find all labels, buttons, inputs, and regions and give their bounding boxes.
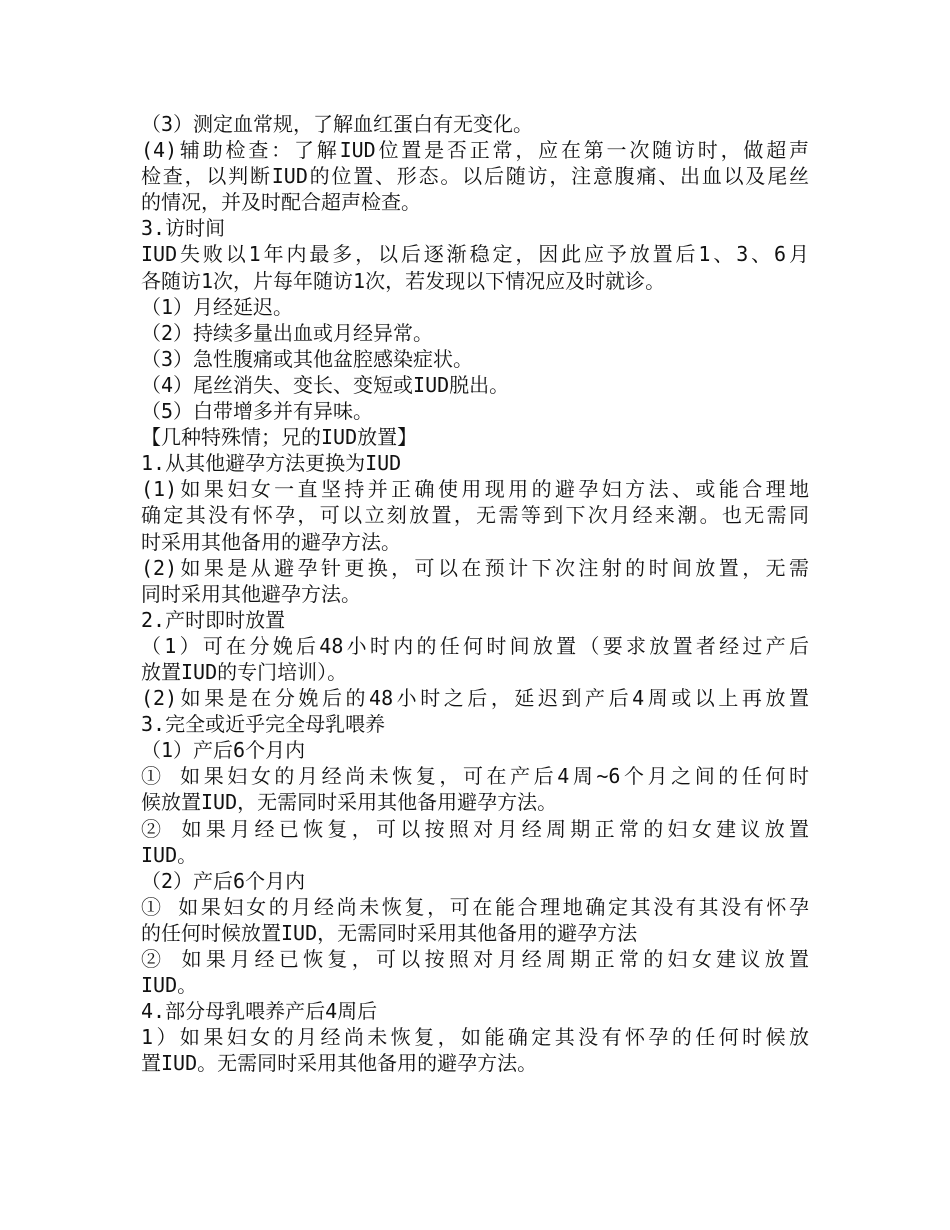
text-line: ① 如果妇女的月经尚未恢复，可在产后4周~6个月之间的任何时 (141, 764, 809, 789)
text-line: IUD失败以1年内最多，以后逐渐稳定，因此应予放置后1、3、6月 (141, 242, 809, 267)
text-line: ② 如果月经已恢复，可以按照对月经周期正常的妇女建议放置 (141, 947, 809, 971)
list-item: （4）尾丝消失、变长、变短或IUD脱出。 (141, 372, 510, 397)
list-item: （3）急性腹痛或其他盆腔感染症状。 (141, 346, 474, 371)
text-line: (4)辅助检查：了解IUD位置是否正常，应在第一次随访时，做超声 (141, 138, 809, 163)
text-line: (2)如果是在分娩后的48小时之后，延迟到产后4周或以上再放置 (141, 686, 809, 711)
subsection-heading: （2）产后6个月内 (141, 868, 306, 893)
list-item: （2）持续多量出血或月经异常。 (141, 320, 434, 345)
text-line: IUD。 (141, 842, 198, 867)
text-line: 检查，以判断IUD的位置、形态。以后随访，注意腹痛、出血以及尾丝 (141, 164, 809, 189)
text-line: （1）可在分娩后48小时内的任何时间放置（要求放置者经过产后 (141, 633, 809, 658)
section-heading: 1.从其他避孕方法更换为IUD (141, 451, 402, 476)
text-line: 的情况，并及时配合超声检查。 (141, 190, 421, 215)
text-line: 放置IUD的专门培训）。 (141, 659, 348, 684)
text-line: ① 如果妇女的月经尚未恢复，可在能合理地确定其没有其没有怀孕 (141, 894, 809, 919)
text-line: 的任何时候放置IUD，无需同时采用其他备用的避孕方法 (141, 920, 638, 945)
list-item: （1）月经延迟。 (141, 294, 294, 319)
text-line: 1）如果妇女的月经尚未恢复，如能确定其没有怀孕的任何时候放 (141, 1025, 809, 1050)
section-heading: 【几种特殊情；兄的IUD放置】 (141, 425, 418, 450)
text-line: (1)如果妇女一直坚持并正确使用现用的避孕妇方法、或能合理地 (141, 477, 809, 502)
document-body (141, 111, 809, 1076)
text-line: 置IUD。无需同时采用其他备用的避孕方法。 (141, 1051, 538, 1076)
text-line: 时采用其他备用的避孕方法。 (141, 529, 401, 554)
text-line: 各随访1次，片每年随访1次，若发现以下情况应及时就诊。 (141, 268, 666, 293)
section-heading: 4.部分母乳喂养产后4周后 (141, 999, 378, 1024)
text-line: 确定其没有怀孕，可以立刻放置，无需等到下次月经来潮。也无需同 (141, 503, 809, 528)
text-line: ② 如果月经已恢复，可以按照对月经周期正常的妇女建议放置 (141, 816, 809, 841)
section-heading: 3.访时间 (141, 216, 226, 241)
text-line: 同时采用其他避孕方法。 (141, 581, 361, 606)
text-line: IUD。 (141, 973, 198, 998)
subsection-heading: （1）产后6个月内 (141, 738, 306, 763)
text-line: （3）测定血常规，了解血红蛋白有无变化。 (141, 112, 534, 136)
list-item: （5）白带增多并有异味。 (141, 399, 374, 424)
text-line: (2)如果是从避孕针更换，可以在预计下次注射的时间放置，无需 (141, 555, 809, 580)
section-heading: 2.产时即时放置 (141, 607, 286, 632)
text-line: 候放置IUD，无需同时采用其他备用避孕方法。 (141, 790, 558, 815)
section-heading: 3.完全或近乎完全母乳喂养 (141, 712, 386, 737)
